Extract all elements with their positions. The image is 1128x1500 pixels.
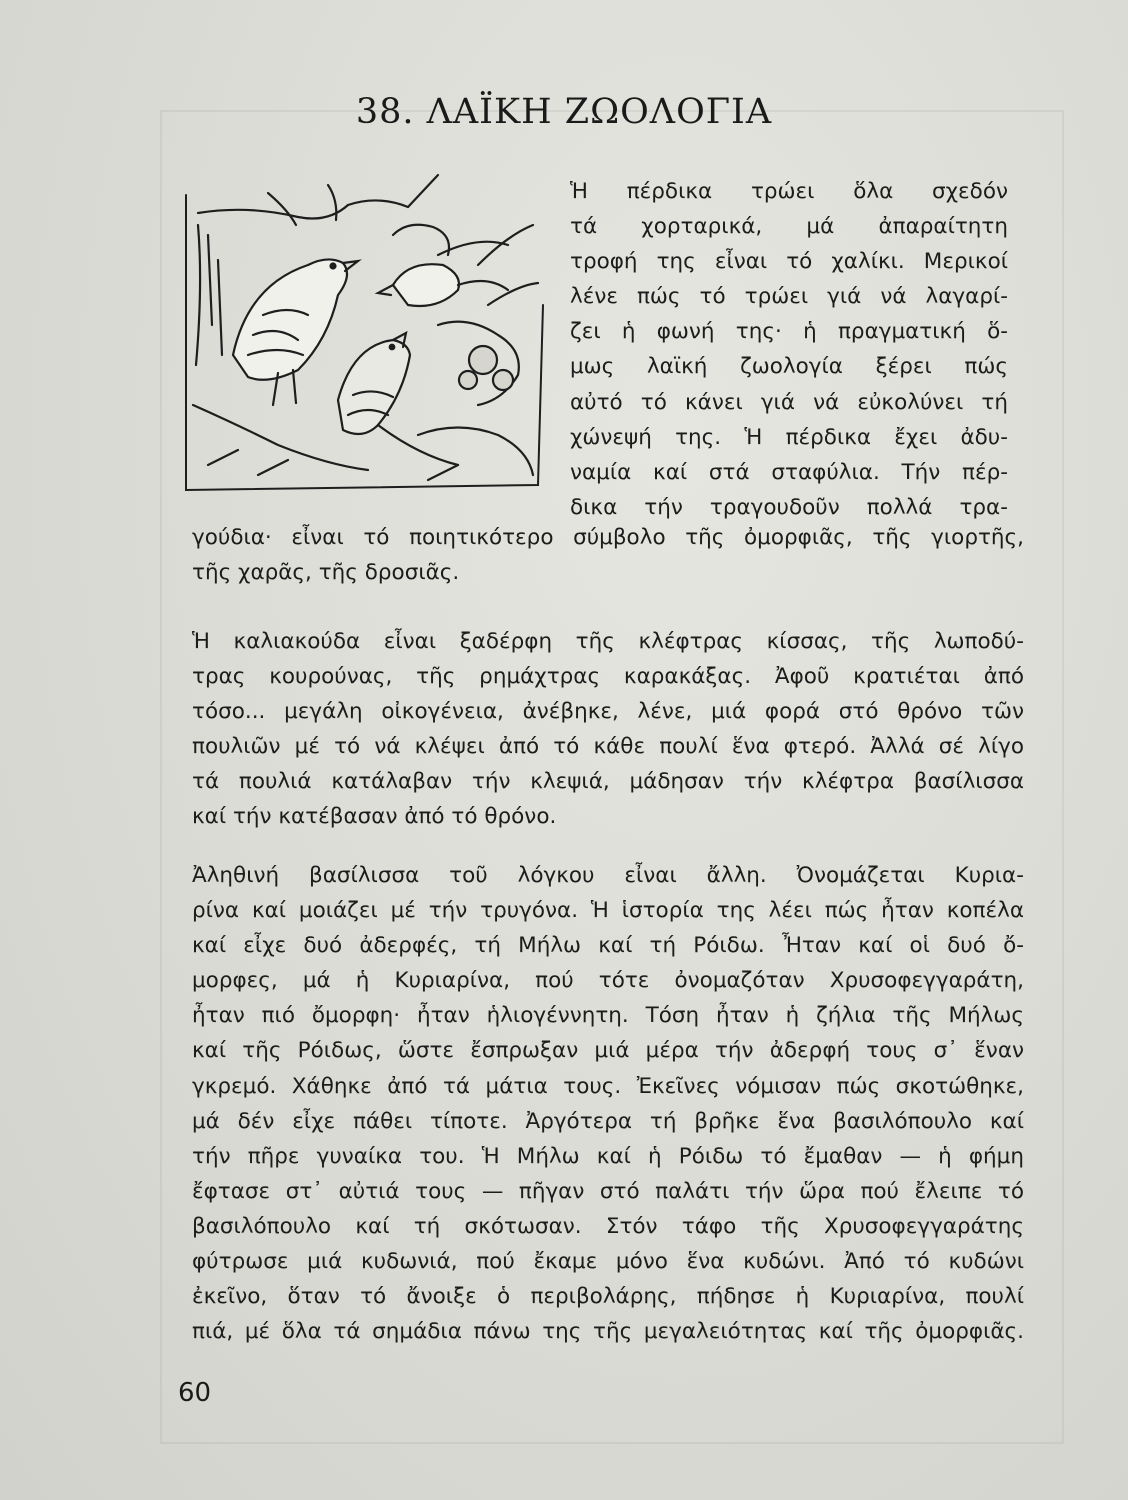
text-line: γούδια· εἶναι τό ποιητικότερο σύμβολο τῆς ὀμορφιᾶς, τῆς γιορτῆς,	[192, 525, 1024, 550]
text-line: τόσο... μεγάλη οἰκογένεια, ἀνέβηκε, λένε, μιά φορά στό θρόνο τῶν	[192, 699, 1024, 725]
text-line: Ἡ πέρδικα τρώει ὅλα σχεδόν	[570, 179, 1008, 204]
partridges-woodcut-illustration	[178, 165, 558, 500]
paragraph-jackdaw	[192, 624, 1024, 835]
text-line: δικα τήν τραγουδοῦν πολλά τρα-	[570, 494, 1008, 520]
text-line: καί τήν κατέβασαν ἀπό τό θρόνο.	[192, 804, 557, 830]
text-line: χώνεψή της. Ἡ πέρδικα ἔχει ἀδυ-	[570, 424, 1008, 450]
text-line: καί εἶχε δυό ἀδερφές, τή Μήλω καί τή Ρόιδω. Ἦταν καί οἱ δυό ὄ-	[192, 933, 1024, 959]
text-line: ναμία καί στά σταφύλια. Τήν πέρ-	[570, 459, 1008, 485]
text-line: καί τῆς Ρόιδως, ὥστε ἔσπρωξαν μιά μέρα τήν ἀδερφή τους σ᾽ ἕναν	[192, 1038, 1024, 1064]
text-line: τῆς χαρᾶς, τῆς δροσιᾶς.	[192, 560, 460, 586]
paragraph-partridge-wrapped	[570, 174, 1008, 525]
text-line: φύτρωσε μιά κυδωνιά, πού ἔκαμε μόνο ἕνα κυδώνι. Ἀπό τό κυδώνι	[192, 1249, 1024, 1275]
text-line: ζει ἡ φωνή της· ἡ πραγματική ὅ-	[570, 319, 1008, 345]
text-line: ρίνα καί μοιάζει μέ τήν τρυγόνα. Ἡ ἱστορία της λέει πώς ἦταν κοπέλα	[192, 898, 1024, 924]
text-line: τροφή της εἶναι τό χαλίκι. Μερικοί	[570, 249, 1008, 275]
text-line: τά χορταρικά, μά ἀπαραίτητη	[570, 214, 1008, 240]
paragraph-partridge-continued	[192, 520, 1024, 590]
text-line: ἔφτασε στ᾽ αὐτιά τους — πῆγαν στό παλάτι τήν ὥρα πού ἔλειπε τό	[192, 1178, 1024, 1204]
text-line: μορφες, μά ἡ Κυριαρίνα, πού τότε ὀνομαζόταν Χρυσοφεγγαράτη,	[192, 968, 1024, 994]
text-line: τά πουλιά κατάλαβαν τήν κλεψιά, μάδησαν τήν κλέφτρα βασίλισσα	[192, 769, 1024, 795]
paragraph-kyriarina	[192, 858, 1024, 1349]
text-line: τήν πῆρε γυναίκα του. Ἡ Μήλω καί ἡ Ρόιδω τό ἔμαθαν — ἡ φήμη	[192, 1143, 1024, 1169]
text-line: πουλιῶν μέ τό νά κλέψει ἀπό τό κάθε πουλί ἕνα φτερό. Ἀλλά σέ λίγο	[192, 734, 1024, 760]
text-line: τρας κουρούνας, τῆς ρημάχτρας καρακάξας. Ἀφοῦ κρατιέται ἀπό	[192, 664, 1024, 690]
text-line: ἐκεῖνο, ὅταν τό ἄνοιξε ὁ περιβολάρης, πήδησε ἡ Κυριαρίνα, πουλί	[192, 1284, 1024, 1310]
text-line: βασιλόπουλο καί τή σκότωσαν. Στόν τάφο τῆς Χρυσοφεγγαράτης	[192, 1213, 1024, 1239]
page-number: 60	[178, 1378, 212, 1408]
text-line: λένε πώς τό τρώει γιά νά λαγαρί-	[570, 284, 1008, 310]
text-line: αὐτό τό κάνει γιά νά εὐκολύνει τή	[570, 389, 1008, 415]
chapter-title: 38. ΛΑΪΚΗ ΖΩΟΛΟΓΙΑ	[355, 92, 773, 132]
text-line: Ἡ καλιακούδα εἶναι ξαδέρφη τῆς κλέφτρας κίσσας, τῆς λωποδύ-	[192, 629, 1024, 654]
text-line: μά δέν εἶχε πάθει τίποτε. Ἀργότερα τή βρῆκε ἕνα βασιλόπουλο καί	[192, 1108, 1024, 1134]
text-line: μως λαϊκή ζωολογία ξέρει πώς	[570, 354, 1008, 380]
text-line: γκρεμό. Χάθηκε ἀπό τά μάτια τους. Ἐκεῖνες νόμισαν πώς σκοτώθηκε,	[192, 1073, 1024, 1099]
text-line: Ἀληθινή βασίλισσα τοῦ λόγκου εἶναι ἄλλη. Ὀνομάζεται Κυρια-	[192, 863, 1024, 888]
text-line: πιά, μέ ὅλα τά σημάδια πάνω της τῆς μεγαλειότητας καί τῆς ὀμορφιᾶς.	[192, 1319, 1024, 1345]
text-line: ἦταν πιό ὄμορφη· ἦταν ἡλιογέννητη. Τόση ἦταν ἡ ζήλια τῆς Μήλως	[192, 1003, 1024, 1029]
